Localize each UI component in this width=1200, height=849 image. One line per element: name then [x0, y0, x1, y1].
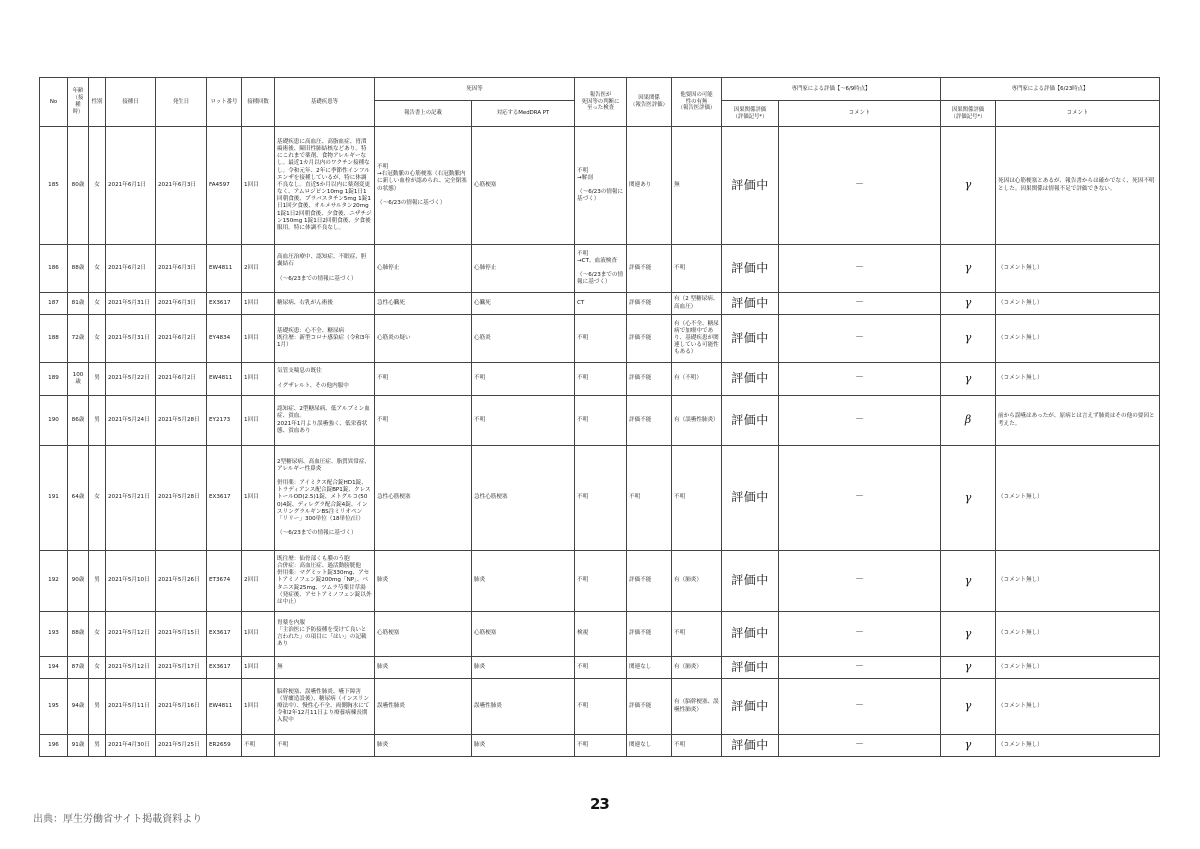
cell-death-cause-report: 心筋梗塞 — [375, 612, 472, 657]
cell-exam: 不明 — [575, 363, 627, 396]
cell-no: 187 — [40, 293, 68, 315]
cell-causality-reporter: 評価不能 — [627, 363, 672, 396]
cell-underlying: 認知症、2型糖尿病、低アルブミン血症、貧血。 2021年1月より誤嚥強く、低栄養状態、貧血あり — [275, 396, 375, 446]
cell-causality-reporter: 評価不能 — [627, 293, 672, 315]
cell-exam: 不明 — [575, 396, 627, 446]
cell-no: 189 — [40, 363, 68, 396]
cell-causality-reporter: 評価不能 — [627, 551, 672, 612]
cell-sex: 男 — [89, 363, 106, 396]
cell-lot: EW4811 — [207, 245, 242, 293]
cell-no: 190 — [40, 396, 68, 446]
cell-exam: 不明 — [575, 735, 627, 757]
header-expert2-comment: コメント — [996, 101, 1160, 127]
cell-underlying: 不明 — [275, 735, 375, 757]
cell-expert2-eval: γ — [941, 293, 996, 315]
cell-exam: 不明 →解剖 （～6/23の情報に基づく） — [575, 127, 627, 245]
cell-causality-reporter: 評価不能 — [627, 396, 672, 446]
cell-expert2-eval: γ — [941, 612, 996, 657]
cell-other-factors: 有（誤嚥性肺炎） — [672, 396, 722, 446]
cell-dose: 1回目 — [242, 363, 275, 396]
cell-no: 191 — [40, 446, 68, 551]
header-expert2-eval: 因果関係評価 （評価記号*） — [941, 101, 996, 127]
cell-expert1-comment: － — [779, 396, 941, 446]
cell-expert1-comment: － — [779, 657, 941, 679]
cell-other-factors: 不明 — [672, 446, 722, 551]
cell-age: 91歳 — [68, 735, 89, 757]
cell-death-cause-report: 肺炎 — [375, 657, 472, 679]
cell-age: 94歳 — [68, 679, 89, 735]
cell-expert1-eval: 評価中 — [722, 735, 779, 757]
cell-sex: 男 — [89, 735, 106, 757]
cell-expert1-eval: 評価中 — [722, 551, 779, 612]
cell-vaccination-date: 2021年5月31日 — [106, 293, 156, 315]
cell-causality-reporter: 関連あり — [627, 127, 672, 245]
cell-exam: 不明 — [575, 657, 627, 679]
cell-age: 81歳 — [68, 293, 89, 315]
cell-sex: 女 — [89, 657, 106, 679]
cell-lot: EX3617 — [207, 446, 242, 551]
cell-expert2-comment: （コメント無し） — [996, 293, 1160, 315]
cell-no: 185 — [40, 127, 68, 245]
cell-dose: 1回目 — [242, 446, 275, 551]
cell-expert1-eval: 評価中 — [722, 657, 779, 679]
header-age: 年齢 （接種 時） — [68, 78, 89, 127]
cell-onset-date: 2021年5月28日 — [156, 396, 207, 446]
cell-onset-date: 2021年5月16日 — [156, 679, 207, 735]
cell-dose: 2回目 — [242, 245, 275, 293]
cell-no: 188 — [40, 315, 68, 363]
cell-other-factors: 不明 — [672, 735, 722, 757]
cell-expert1-eval: 評価中 — [722, 363, 779, 396]
cell-death-cause-meddra: 心肺停止 — [472, 245, 575, 293]
cell-expert2-eval: γ — [941, 735, 996, 757]
cell-death-cause-report: 急性心臓死 — [375, 293, 472, 315]
header-other-factors: 他要因の可能 性の有無 （報告医評価） — [672, 78, 722, 127]
cell-onset-date: 2021年5月26日 — [156, 551, 207, 612]
cell-exam: 不明 →CT、血液検査 （～6/23までの情報に基づく） — [575, 245, 627, 293]
cell-underlying: 気管支喘息の既往 イグザレルト、その他内服中 — [275, 363, 375, 396]
cell-dose: 1回目 — [242, 293, 275, 315]
cell-underlying: 無 — [275, 657, 375, 679]
cell-no: 193 — [40, 612, 68, 657]
cell-death-cause-report: 肺炎 — [375, 551, 472, 612]
cell-expert1-comment: － — [779, 446, 941, 551]
cell-age: 87歳 — [68, 657, 89, 679]
cell-other-factors: 有（肺炎） — [672, 551, 722, 612]
cell-vaccination-date: 2021年5月12日 — [106, 612, 156, 657]
cell-expert1-eval: 評価中 — [722, 293, 779, 315]
header-expert1-comment: コメント — [779, 101, 941, 127]
cell-death-cause-meddra: 肺炎 — [472, 657, 575, 679]
cell-no: 196 — [40, 735, 68, 757]
cell-no: 194 — [40, 657, 68, 679]
cell-expert1-eval: 評価中 — [722, 396, 779, 446]
cell-vaccination-date: 2021年5月22日 — [106, 363, 156, 396]
cell-lot: FA4597 — [207, 127, 242, 245]
header-lot: ロット番号 — [207, 78, 242, 127]
cell-expert1-comment: － — [779, 679, 941, 735]
header-vaccination-date: 接種日 — [106, 78, 156, 127]
cell-age: 88歳 — [68, 612, 89, 657]
page-number: 23 — [590, 795, 609, 813]
cell-lot: EX3617 — [207, 657, 242, 679]
cell-sex: 女 — [89, 127, 106, 245]
table-row — [40, 245, 1160, 293]
header-death-cause-meddra: 対応するMedDRA PT — [472, 101, 575, 127]
cell-expert1-eval: 評価中 — [722, 245, 779, 293]
cell-underlying: 糖尿病、右乳がん術後 — [275, 293, 375, 315]
cell-no: 192 — [40, 551, 68, 612]
header-death-cause-group: 死因等 — [375, 78, 575, 101]
cell-expert2-comment: （コメント無し） — [996, 551, 1160, 612]
header-exam: 報告医が 死因等の判断に 至った検査 — [575, 78, 627, 127]
cell-lot: EX3617 — [207, 612, 242, 657]
cell-other-factors: 有（脳幹梗塞、誤嚥性肺炎） — [672, 679, 722, 735]
cell-age: 80歳 — [68, 127, 89, 245]
header-death-cause-report: 報告書上の記載 — [375, 101, 472, 127]
header-causality-reporter: 因果関係 （報告医評価） — [627, 78, 672, 127]
cell-lot: EW4811 — [207, 363, 242, 396]
cell-onset-date: 2021年6月3日 — [156, 245, 207, 293]
header-expert2-group: 専門家による評価【6/23時点】 — [941, 78, 1160, 101]
cell-sex: 女 — [89, 293, 106, 315]
cell-underlying: 脳幹梗塞、誤嚥性肺炎、嚥下障害（胃瘻造設後）、糖尿病（インスリン療法中）、慢性心不全、両側胸水にて令和2年12月11日より療養病棟長期入院中 — [275, 679, 375, 735]
cell-age: 72歳 — [68, 315, 89, 363]
cell-expert2-comment: （コメント無し） — [996, 446, 1160, 551]
cell-expert1-eval: 評価中 — [722, 679, 779, 735]
cell-expert2-comment: 前から誤嚥はあったが、原病とは言えず肺炎はその他の要因と考えた。 — [996, 396, 1160, 446]
header-expert1-group: 専門家による評価【～6/9時点】 — [722, 78, 941, 101]
cell-sex: 女 — [89, 612, 106, 657]
cell-expert2-comment: （コメント無し） — [996, 735, 1160, 757]
cell-lot: EX3617 — [207, 293, 242, 315]
cell-causality-reporter: 評価不能 — [627, 315, 672, 363]
cell-exam: CT — [575, 293, 627, 315]
table-row — [40, 612, 1160, 657]
cell-expert1-eval: 評価中 — [722, 612, 779, 657]
cell-onset-date: 2021年5月25日 — [156, 735, 207, 757]
cell-death-cause-meddra: 不明 — [472, 363, 575, 396]
cell-dose: 1回目 — [242, 612, 275, 657]
header-dose: 接種回数 — [242, 78, 275, 127]
adverse-event-table — [39, 77, 1160, 757]
cell-onset-date: 2021年6月2日 — [156, 363, 207, 396]
cell-vaccination-date: 2021年5月10日 — [106, 551, 156, 612]
cell-death-cause-report: 肺炎 — [375, 735, 472, 757]
cell-expert1-eval: 評価中 — [722, 446, 779, 551]
table-row — [40, 363, 1160, 396]
cell-expert2-eval: β — [941, 396, 996, 446]
cell-underlying: 胃薬を内服 「主治医に予防接種を受けて良いと言われた」の項目に「はい」の記載あり — [275, 612, 375, 657]
cell-expert1-eval: 評価中 — [722, 127, 779, 245]
table-row — [40, 657, 1160, 679]
cell-causality-reporter: 不明 — [627, 446, 672, 551]
cell-vaccination-date: 2021年5月24日 — [106, 396, 156, 446]
cell-lot: EW4811 — [207, 679, 242, 735]
cell-no: 186 — [40, 245, 68, 293]
cell-exam: 検視 — [575, 612, 627, 657]
cell-expert1-comment: － — [779, 551, 941, 612]
header-expert1-eval: 因果関係評価 （評価記号*） — [722, 101, 779, 127]
cell-dose: 1回目 — [242, 679, 275, 735]
cell-vaccination-date: 2021年5月31日 — [106, 315, 156, 363]
cell-sex: 男 — [89, 396, 106, 446]
cell-death-cause-meddra: 不明 — [472, 396, 575, 446]
cell-death-cause-meddra: 心臓死 — [472, 293, 575, 315]
table-row — [40, 446, 1160, 551]
cell-causality-reporter: 関連なし — [627, 657, 672, 679]
cell-age: 100歳 — [68, 363, 89, 396]
cell-age: 88歳 — [68, 245, 89, 293]
cell-expert2-comment: 死因は心筋梗塞とあるが、報告書からは確かでなく、死因不明とした。因果関係は情報不足で評価できない。 — [996, 127, 1160, 245]
cell-sex: 女 — [89, 245, 106, 293]
cell-expert1-comment: － — [779, 293, 941, 315]
cell-lot: EY2173 — [207, 396, 242, 446]
cell-onset-date: 2021年6月3日 — [156, 127, 207, 245]
cell-age: 86歳 — [68, 396, 89, 446]
cell-other-factors: 有（心不全、糖尿病で加療中であり、基礎疾患が関連している可能性もある） — [672, 315, 722, 363]
cell-onset-date: 2021年5月15日 — [156, 612, 207, 657]
cell-expert1-comment: － — [779, 315, 941, 363]
cell-expert2-comment: （コメント無し） — [996, 363, 1160, 396]
cell-expert1-comment: － — [779, 612, 941, 657]
cell-onset-date: 2021年6月3日 — [156, 293, 207, 315]
cell-other-factors: 不明 — [672, 612, 722, 657]
header-no: No — [40, 78, 68, 127]
cell-dose: 1回目 — [242, 396, 275, 446]
cell-other-factors: 有（肺炎） — [672, 657, 722, 679]
cell-expert1-comment: － — [779, 363, 941, 396]
header-onset-date: 発生日 — [156, 78, 207, 127]
cell-underlying: 既往歴：仙骨部くも膜のう胞 合併症：高血圧症、過活動膀胱他 併用薬：マグミット錠330mg、アセトアミノフェン錠200mg「NP」、ベタニス錠25mg、ツムラ芍薬甘草湯（発症後、アセトアミノフェン錠以外は中止） — [275, 551, 375, 612]
cell-exam: 不明 — [575, 679, 627, 735]
cell-expert2-eval: γ — [941, 679, 996, 735]
cell-death-cause-meddra: 誤嚥性肺炎 — [472, 679, 575, 735]
cell-age: 64歳 — [68, 446, 89, 551]
cell-death-cause-report: 急性心筋梗塞 — [375, 446, 472, 551]
table-row — [40, 396, 1160, 446]
cell-dose: 2回目 — [242, 551, 275, 612]
cell-death-cause-report: 心肺停止 — [375, 245, 472, 293]
cell-dose: 1回目 — [242, 127, 275, 245]
cell-sex: 男 — [89, 679, 106, 735]
cell-underlying: 基礎疾患に高血圧、高脂血症、胃潰瘍術後、陳旧性肺結核などあり。特にこれまで薬剤、食物アレルギーなし。最近1カ月以内のワクチン接種なし。令和元年、2年に季節性インフルエンザを接種しているが、特に体調不良なし。直近5か月以内に薬剤変更なく、アムロジピン10mg 1錠1日1回朝食後、プラバスタチン5mg 1錠1日1回夕食後、オルメサルタン20mg 1錠1日2回朝食後、夕食後、ニザチジン150mg 1錠1日2回朝食後、夕食後服用。特に体調不良なし。 — [275, 127, 375, 245]
cell-death-cause-report: 不明 — [375, 363, 472, 396]
cell-expert2-comment: （コメント無し） — [996, 657, 1160, 679]
cell-age: 90歳 — [68, 551, 89, 612]
cell-onset-date: 2021年6月2日 — [156, 315, 207, 363]
cell-exam: 不明 — [575, 315, 627, 363]
cell-expert2-comment: （コメント無し） — [996, 315, 1160, 363]
cell-causality-reporter: 評価不能 — [627, 245, 672, 293]
cell-sex: 女 — [89, 315, 106, 363]
cell-expert2-comment: （コメント無し） — [996, 679, 1160, 735]
cell-causality-reporter: 評価不能 — [627, 679, 672, 735]
cell-expert2-eval: γ — [941, 551, 996, 612]
cell-expert2-eval: γ — [941, 446, 996, 551]
cell-causality-reporter: 評価不能 — [627, 612, 672, 657]
cell-vaccination-date: 2021年6月2日 — [106, 245, 156, 293]
table-row — [40, 293, 1160, 315]
cell-vaccination-date: 2021年5月12日 — [106, 657, 156, 679]
cell-expert2-comment: （コメント無し） — [996, 245, 1160, 293]
header-sex: 性別 — [89, 78, 106, 127]
cell-sex: 女 — [89, 446, 106, 551]
cell-exam: 不明 — [575, 551, 627, 612]
source-note: 出典：厚生労働省サイト掲載資料より — [33, 814, 203, 825]
cell-expert2-eval: γ — [941, 363, 996, 396]
cell-no: 195 — [40, 679, 68, 735]
cell-expert1-comment: － — [779, 735, 941, 757]
cell-dose: 不明 — [242, 735, 275, 757]
cell-lot: ER2659 — [207, 735, 242, 757]
cell-death-cause-meddra: 肺炎 — [472, 551, 575, 612]
cell-death-cause-report: 誤嚥性肺炎 — [375, 679, 472, 735]
header-underlying: 基礎疾患等 — [275, 78, 375, 127]
cell-lot: ET3674 — [207, 551, 242, 612]
table-body — [40, 127, 1160, 757]
cell-underlying: 高血圧治療中、認知症、不眠症、胆嚢結石 （～6/23までの情報に基づく） — [275, 245, 375, 293]
cell-expert1-comment: － — [779, 127, 941, 245]
cell-lot: EY4834 — [207, 315, 242, 363]
cell-other-factors: 無 — [672, 127, 722, 245]
cell-death-cause-meddra: 心筋梗塞 — [472, 612, 575, 657]
cell-underlying: 基礎疾患：心不全、糖尿病 既往歴：新型コロナ感染症（令和3年1月） — [275, 315, 375, 363]
table-row — [40, 679, 1160, 735]
table-row — [40, 127, 1160, 245]
cell-causality-reporter: 関連なし — [627, 735, 672, 757]
cell-expert1-eval: 評価中 — [722, 315, 779, 363]
cell-onset-date: 2021年5月17日 — [156, 657, 207, 679]
cell-underlying: 2型糖尿病、高血圧症、脂質異常症、アレルギー性鼻炎 併用薬：アイミクス配合錠HD1錠、トラディアンス配合錠BP1錠、クレストールOD(2.5)1錠、メトグルコ(500)4錠、ディレグラ配合錠4錠、インスリングラルギンBS注ミリオペン「リリー」300単位（18単位/日） （～6/23までの情報に基づく） — [275, 446, 375, 551]
cell-vaccination-date: 2021年4月30日 — [106, 735, 156, 757]
table-row — [40, 551, 1160, 612]
cell-death-cause-report: 心筋炎の疑い — [375, 315, 472, 363]
cell-sex: 男 — [89, 551, 106, 612]
cell-dose: 1回目 — [242, 657, 275, 679]
cell-dose: 1回目 — [242, 315, 275, 363]
cell-expert1-comment: － — [779, 245, 941, 293]
table-row — [40, 735, 1160, 757]
cell-expert2-comment: （コメント無し） — [996, 612, 1160, 657]
cell-vaccination-date: 2021年5月11日 — [106, 679, 156, 735]
cell-death-cause-meddra: 心筋炎 — [472, 315, 575, 363]
cell-expert2-eval: γ — [941, 657, 996, 679]
cell-death-cause-meddra: 肺炎 — [472, 735, 575, 757]
table-row — [40, 315, 1160, 363]
cell-expert2-eval: γ — [941, 315, 996, 363]
cell-death-cause-meddra: 心筋梗塞 — [472, 127, 575, 245]
cell-death-cause-report: 不明 →右冠動脈の心筋梗塞（右冠動脈内に新しい血栓が認められ、完全閉塞の状態） （～6/23の情報に基づく） — [375, 127, 472, 245]
cell-other-factors: 有（2 型糖尿病、高血圧） — [672, 293, 722, 315]
cell-vaccination-date: 2021年6月1日 — [106, 127, 156, 245]
cell-expert2-eval: γ — [941, 127, 996, 245]
cell-expert2-eval: γ — [941, 245, 996, 293]
cell-death-cause-report: 不明 — [375, 396, 472, 446]
cell-other-factors: 不明 — [672, 245, 722, 293]
cell-other-factors: 有（不明） — [672, 363, 722, 396]
cell-exam: 不明 — [575, 446, 627, 551]
cell-vaccination-date: 2021年5月21日 — [106, 446, 156, 551]
cell-death-cause-meddra: 急性心筋梗塞 — [472, 446, 575, 551]
cell-onset-date: 2021年5月28日 — [156, 446, 207, 551]
